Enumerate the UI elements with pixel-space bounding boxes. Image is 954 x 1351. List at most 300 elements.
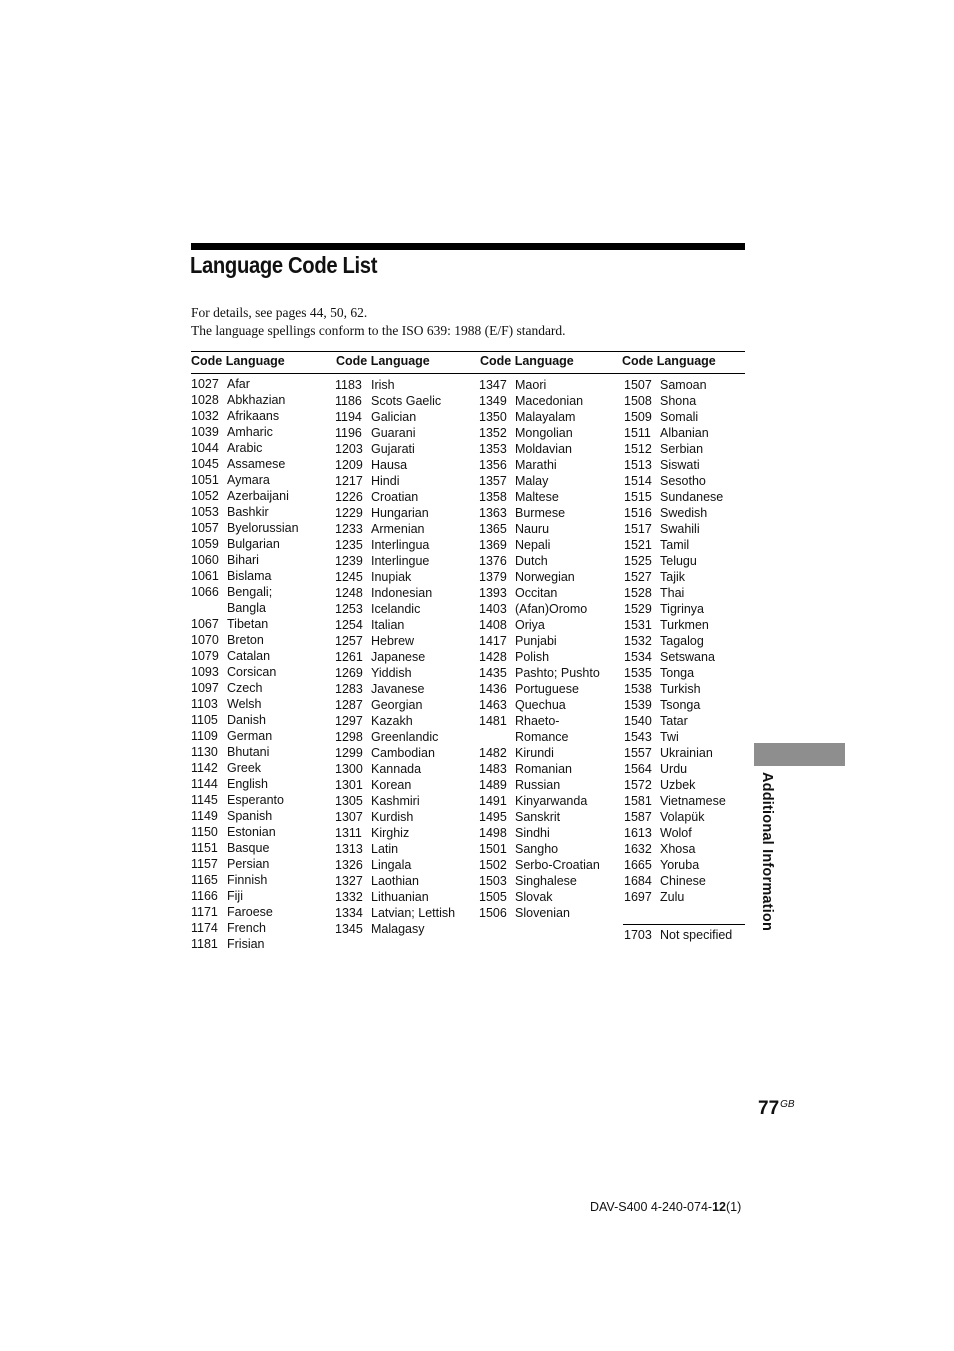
language-code: 1165 [191,873,218,887]
language-entry [479,777,624,793]
column-header-4: Code Language [622,354,716,368]
language-entry [335,665,480,681]
language-entry [479,793,624,809]
language-name: Polish [515,650,550,664]
language-code: 1557 [624,746,652,760]
language-name: Icelandic [371,602,421,616]
language-entry [479,601,624,617]
language-name: Nepali [515,538,551,552]
language-code: 1209 [335,458,363,472]
language-code: 1632 [624,842,652,856]
language-entry [624,809,769,825]
language-entry [624,457,769,473]
language-entry [191,584,336,600]
language-name: Assamese [227,457,286,471]
page-number-value: 77 [758,1098,780,1119]
language-entry [479,825,624,841]
language-entry [335,569,480,585]
language-entry [191,808,336,824]
language-name: Twi [660,730,679,744]
language-name: Kazakh [371,714,413,728]
language-name: Arabic [227,441,263,455]
language-entry [191,520,336,536]
language-name-continuation: Romance [515,730,569,744]
language-name: (Afan)Oromo [515,602,588,616]
language-code: 1501 [479,842,507,856]
language-entry [335,409,480,425]
language-entry [335,697,480,713]
language-entry [335,809,480,825]
language-code: 1257 [335,634,363,648]
language-name: Xhosa [660,842,696,856]
language-name: Dutch [515,554,548,568]
language-entry [191,760,336,776]
language-name: Mongolian [515,426,573,440]
language-code: 1093 [191,665,219,679]
language-name: English [227,777,268,791]
language-code: 1534 [624,650,652,664]
language-name: Zulu [660,890,685,904]
language-entry [335,601,480,617]
language-name: Breton [227,633,264,647]
language-entry [191,792,336,808]
language-name: Japanese [371,650,426,664]
language-entry [191,392,336,408]
language-entry [624,489,769,505]
language-entry [335,457,480,473]
language-code: 1365 [479,522,507,536]
language-name: Spanish [227,809,273,823]
language-name: Azerbaijani [227,489,289,503]
language-entry [479,409,624,425]
language-code: 1145 [191,793,218,807]
language-name: Tatar [660,714,688,728]
language-column-4 [624,377,769,905]
language-entry [479,649,624,665]
language-code: 1061 [191,569,219,583]
language-code: 1529 [624,602,652,616]
language-code: 1283 [335,682,363,696]
language-entry [624,441,769,457]
language-entry [624,409,769,425]
language-entry [191,376,336,392]
language-entry [479,665,624,681]
language-code: 1299 [335,746,363,760]
language-entry [479,585,624,601]
language-entry [624,681,769,697]
language-name: Estonian [227,825,276,839]
language-code: 1245 [335,570,363,584]
language-code: 1543 [624,730,652,744]
language-name: Pashto; Pushto [515,666,600,680]
language-entry [335,489,480,505]
language-name: Tonga [660,666,695,680]
language-name: Esperanto [227,793,284,807]
language-code: 1613 [624,826,652,840]
language-name: Uzbek [660,778,696,792]
language-name: Bihari [227,553,259,567]
language-name: Sangho [515,842,559,856]
language-code: 1327 [335,874,363,888]
language-code: 1103 [191,697,218,711]
language-entry [335,585,480,601]
language-name: Macedonian [515,394,584,408]
language-name: Persian [227,857,270,871]
language-name: Byelorussian [227,521,299,535]
language-entry [479,393,624,409]
language-name: Galician [371,410,417,424]
language-code: 1044 [191,441,219,455]
language-name: Kurdish [371,810,414,824]
language-code: 1051 [191,473,219,487]
language-entry [479,505,624,521]
language-name: Scots Gaelic [371,394,442,408]
language-name: Slovenian [515,906,570,920]
language-code: 1581 [624,794,652,808]
language-name: Frisian [227,937,265,951]
language-name: Shona [660,394,697,408]
table-header-rule [191,373,745,374]
language-code: 1097 [191,681,219,695]
language-entry [479,521,624,537]
language-name: Burmese [515,506,566,520]
language-entry [479,489,624,505]
language-code: 1079 [191,649,219,663]
not-specified-entry [624,927,732,943]
language-name: Thai [660,586,685,600]
language-name: Wolof [660,826,692,840]
language-entry-continuation [479,729,624,745]
language-code: 1463 [479,698,507,712]
language-code: 1356 [479,458,507,472]
document-id-prefix: DAV-S400 4-240-074- [590,1200,713,1214]
language-code: 1067 [191,617,219,631]
language-name: Not specified [660,928,733,942]
language-name: Sesotho [660,474,706,488]
language-name: Irish [371,378,395,392]
language-entry [624,857,769,873]
language-entry [335,857,480,873]
language-entry [191,872,336,888]
language-code: 1491 [479,794,507,808]
language-entry [335,921,480,937]
language-name: Bengali; [227,585,273,599]
language-entry [191,728,336,744]
language-entry [479,889,624,905]
language-name: Quechua [515,698,566,712]
language-name: Kirundi [515,746,554,760]
language-name: Armenian [371,522,425,536]
language-name: Oriya [515,618,545,632]
language-entry [624,889,769,905]
language-name: Bhutani [227,745,270,759]
language-entry [335,905,480,921]
language-code: 1039 [191,425,219,439]
language-code: 1505 [479,890,507,904]
language-code: 1436 [479,682,507,696]
language-entry [624,761,769,777]
language-entry [191,856,336,872]
language-code: 1506 [479,906,507,920]
language-code: 1564 [624,762,652,776]
language-name: Punjabi [515,634,557,648]
language-name: Malayalam [515,410,576,424]
language-name: Turkmen [660,618,709,632]
language-code: 1515 [624,490,652,504]
language-code: 1350 [479,410,507,424]
language-name: Tagalog [660,634,704,648]
language-name: Kinyarwanda [515,794,588,808]
language-name: Singhalese [515,874,577,888]
language-name: Yiddish [371,666,412,680]
language-code: 1229 [335,506,363,520]
language-name: Faroese [227,905,273,919]
column-header-3: Code Language [480,354,574,368]
language-code: 1326 [335,858,363,872]
language-entry [624,377,769,393]
language-entry [191,696,336,712]
language-column-1 [191,376,336,952]
language-code: 1509 [624,410,652,424]
language-name: Maltese [515,490,559,504]
language-code: 1353 [479,442,507,456]
language-code: 1503 [479,874,507,888]
language-code: 1057 [191,521,219,535]
language-entry [624,841,769,857]
language-code: 1307 [335,810,363,824]
language-name: Maori [515,378,547,392]
language-entry [335,889,480,905]
language-code: 1507 [624,378,652,392]
language-entry [335,505,480,521]
language-code: 1363 [479,506,507,520]
language-name: Sundanese [660,490,724,504]
language-name: Georgian [371,698,423,712]
language-entry [191,440,336,456]
language-code: 1261 [335,650,363,664]
language-name: Rhaeto- [515,714,560,728]
language-code: 1369 [479,538,507,552]
language-entry [191,936,336,952]
language-code: 1508 [624,394,652,408]
language-entry [479,761,624,777]
language-name: Sindhi [515,826,550,840]
language-code: 1052 [191,489,219,503]
language-code: 1171 [191,905,218,919]
language-code: 1347 [479,378,507,392]
language-code: 1665 [624,858,652,872]
language-code: 1684 [624,874,652,888]
language-code: 1239 [335,554,363,568]
language-entry [479,553,624,569]
language-entry [479,425,624,441]
language-name: Inupiak [371,570,412,584]
language-code: 1489 [479,778,507,792]
intro-line-standard: The language spellings conform to the ISO 639: 1988 (E/F) standard. [191,323,566,338]
language-name: Corsican [227,665,277,679]
language-entry [335,617,480,633]
language-name: Tsonga [660,698,701,712]
document-id-bold: 12 [712,1200,726,1214]
not-specified-rule [623,924,745,925]
language-name: Aymara [227,473,270,487]
language-entry [335,649,480,665]
intro-line-pages: For details, see pages 44, 50, 62. [191,305,368,320]
language-code: 1502 [479,858,507,872]
language-code: 1150 [191,825,218,839]
language-entry [479,841,624,857]
language-entry [191,664,336,680]
language-name: German [227,729,273,743]
language-name: Tigrinya [660,602,704,616]
language-entry [191,840,336,856]
language-entry [479,745,624,761]
language-code: 1697 [624,890,652,904]
page-number-suffix: GB [780,1099,795,1110]
language-entry [624,537,769,553]
language-name: Malagasy [371,922,425,936]
language-name: Yoruba [660,858,700,872]
language-name: Moldavian [515,442,572,456]
language-entry [624,521,769,537]
section-tab-label [757,772,777,952]
language-entry [191,648,336,664]
language-entry [191,552,336,568]
language-name: Kirghiz [371,826,410,840]
language-code: 1393 [479,586,507,600]
language-code: 1060 [191,553,219,567]
language-name: Bulgarian [227,537,280,551]
language-name: Somali [660,410,699,424]
language-entry [191,776,336,792]
language-entry [335,473,480,489]
language-entry [191,744,336,760]
language-entry [335,441,480,457]
language-name: Hungarian [371,506,429,520]
language-name: Cambodian [371,746,435,760]
language-name: Interlingua [371,538,430,552]
language-entry [191,616,336,632]
language-entry [335,745,480,761]
language-name: Korean [371,778,412,792]
language-code: 1235 [335,538,363,552]
language-entry [624,633,769,649]
language-entry [624,777,769,793]
language-name: Hebrew [371,634,415,648]
language-name: Marathi [515,458,557,472]
language-code: 1428 [479,650,507,664]
language-code: 1253 [335,602,363,616]
language-code: 1130 [191,745,218,759]
language-code: 1417 [479,634,507,648]
language-entry [479,809,624,825]
language-entry [335,729,480,745]
section-tab-marker [754,743,845,766]
language-code: 1066 [191,585,219,599]
language-name: Gujarati [371,442,415,456]
language-entry [479,617,624,633]
language-entry [624,873,769,889]
language-code: 1535 [624,666,652,680]
language-entry [479,537,624,553]
language-name: Ukrainian [660,746,713,760]
language-entry [479,697,624,713]
language-code: 1498 [479,826,507,840]
language-code: 1358 [479,490,507,504]
language-name: Catalan [227,649,271,663]
language-code: 1203 [335,442,363,456]
language-code: 1032 [191,409,219,423]
language-name: Urdu [660,762,688,776]
language-code: 1703 [624,928,652,942]
language-code: 1527 [624,570,652,584]
language-entry [335,761,480,777]
language-code: 1513 [624,458,652,472]
language-entry [191,504,336,520]
language-code: 1349 [479,394,507,408]
language-name: Swahili [660,522,700,536]
column-header-1: Code Language [191,354,285,368]
language-code: 1379 [479,570,507,584]
language-code: 1481 [479,714,507,728]
language-code: 1511 [624,426,651,440]
language-entry [624,553,769,569]
language-name: Croatian [371,490,419,504]
language-name: Danish [227,713,266,727]
language-name: Samoan [660,378,707,392]
language-code: 1512 [624,442,652,456]
language-name: Lingala [371,858,412,872]
language-entry-continuation [191,600,336,616]
language-code: 1357 [479,474,507,488]
language-column-2 [335,377,480,937]
language-code: 1269 [335,666,363,680]
language-name: Tamil [660,538,690,552]
language-entry [191,568,336,584]
language-code: 1514 [624,474,652,488]
page-number [758,1098,795,1120]
language-entry [479,377,624,393]
language-entry [479,633,624,649]
language-entry [335,713,480,729]
language-name: Malay [515,474,549,488]
language-name: Occitan [515,586,558,600]
language-code: 1233 [335,522,363,536]
language-name: Volapük [660,810,705,824]
language-name: Greek [227,761,262,775]
language-entry [479,473,624,489]
language-code: 1144 [191,777,218,791]
language-code: 1540 [624,714,652,728]
language-code: 1376 [479,554,507,568]
language-entry [479,457,624,473]
language-entry [335,841,480,857]
language-name: Latvian; Lettish [371,906,456,920]
language-code: 1059 [191,537,219,551]
language-name: Albanian [660,426,709,440]
language-code: 1070 [191,633,219,647]
language-name: Greenlandic [371,730,439,744]
language-entry [335,633,480,649]
language-code: 1482 [479,746,507,760]
language-name: Abkhazian [227,393,286,407]
language-name: Serbian [660,442,704,456]
language-name: Javanese [371,682,425,696]
language-name: Kashmiri [371,794,420,808]
language-name: Italian [371,618,405,632]
language-entry [624,505,769,521]
language-name: Hausa [371,458,408,472]
